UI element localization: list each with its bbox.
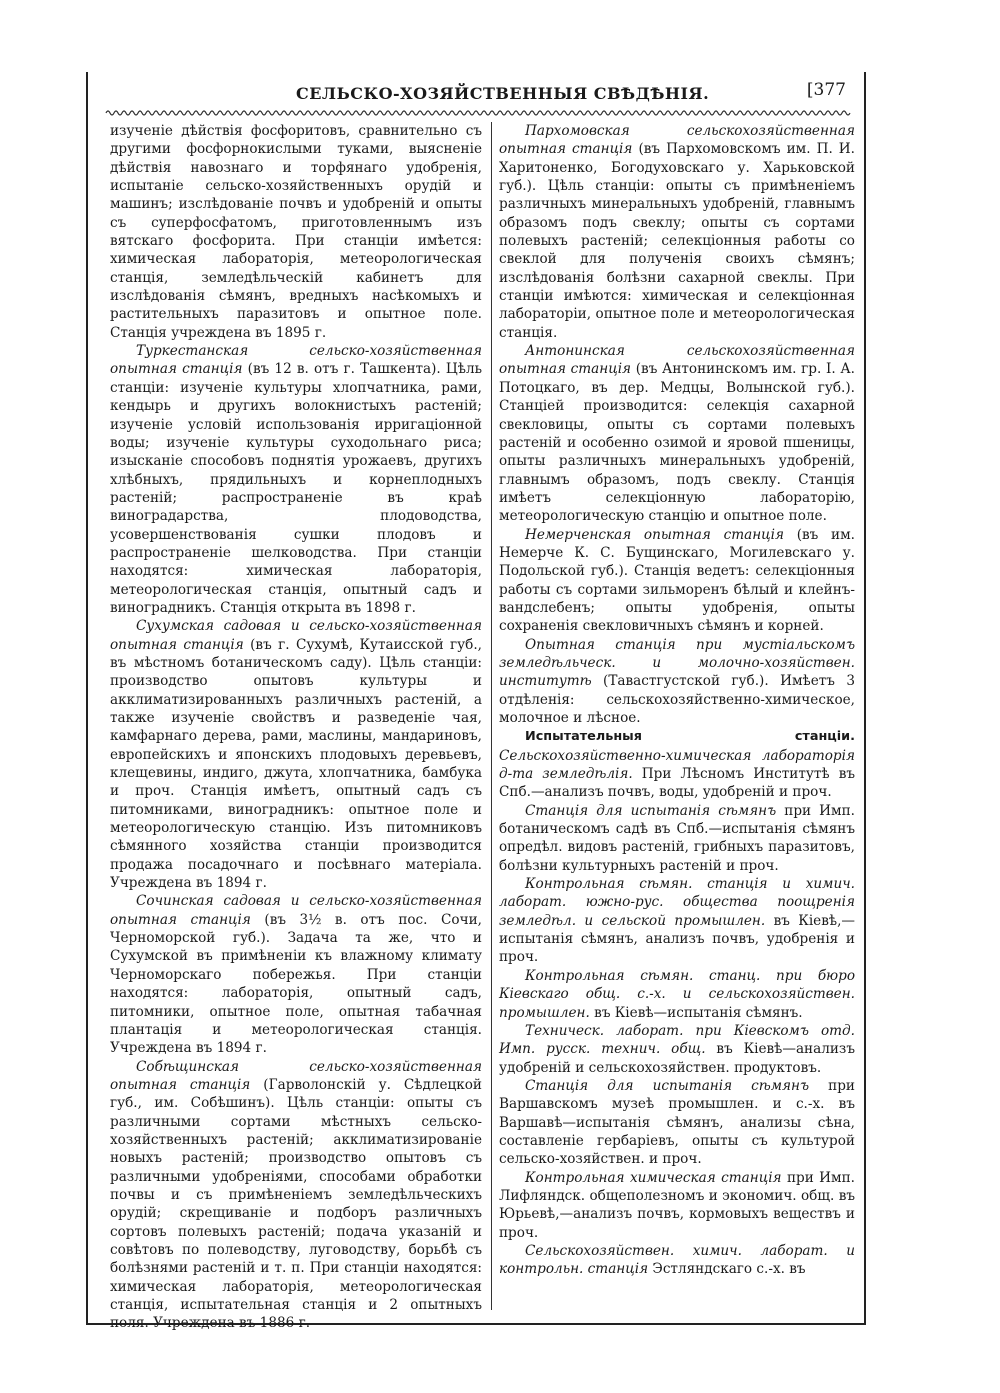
entry-heading: Станція для испытанія сѣмянъ [525, 1077, 810, 1094]
entry-heading: Сочинская садовая и сельско-хозяйственная опытная станція [110, 893, 482, 928]
entry-heading: Немерченская опытная станція [525, 526, 784, 543]
paragraph: Станція для испытанія сѣмянъ при Имп. ботаническомъ садѣ въ Спб.—испытанія сѣмянъ опредѣл. видовъ растеній, грибныхъ паразитовъ, болѣзни культурныхъ растеній и проч. [499, 802, 855, 874]
paragraph: Сочинская садовая и сельско-хозяйственная опытная станція (въ 3½ в. отъ пос. Сочи, Черноморской губ.). Задача та же, что и Сухумской въ примѣненіи къ влажному климату Черноморскаго побережья. При станціи находятся: лабораторія, опытный садъ, питомники, опытное поле, опытная табачная плантація и метеорологическая станція. Учреждена въ 1894 г. [110, 893, 482, 1057]
entry-heading: Сельскохозяйствен. химич. лаборат. и контрольн. станція [499, 1242, 855, 1278]
wavy-rule [106, 109, 850, 117]
left-column [110, 122, 482, 1332]
entry-heading: Антонинская сельскохозяйственная опытная станція [499, 343, 855, 378]
paragraph: Контрольная сѣмян. станція и химич. лаборат. южно-рус. общества поощренія земледѣл. и сельской промышлен. въ Кіевѣ,—испытанія сѣмянъ, анализъ почвъ, удобренія и проч. [499, 876, 855, 966]
paragraph: Испытательныя станціи. Сельскохозяйственно-химическая лабораторія д-та земледѣлія. При Лѣсномъ Институтѣ въ Спб.—анализъ почвъ, воды, удобреній и проч. [499, 729, 856, 801]
entry-heading: Контрольная химическая станція [525, 1169, 782, 1186]
entry-heading: Сельскохозяйственно-химическая лабораторія д-та земледѣлія. [499, 747, 855, 783]
entry-heading: Техническ. лаборат. при Кіевскомъ отд. Имп. русск. технич. общ. [499, 1022, 855, 1058]
entry-heading: Пархомовская сельскохозяйственная опытная станція [499, 123, 855, 158]
paragraph: Станція для испытанія сѣмянъ при Варшавскомъ музеѣ промышлен. и с.-х. въ Варшавѣ—испытанія сѣмянъ, анализы сѣна, составленіе гербаріевъ, опыты съ культурой сельско-хозяйствен. и проч. [499, 1077, 855, 1168]
entry-heading: Опытная станція при мустіальскомъ земледѣльческ. и молочно-хозяйствен. институтѣ [499, 636, 855, 690]
page-title: СЕЛЬСКО-ХОЗЯЙСТВЕННЫЯ СВѢДѢНІЯ. [296, 84, 710, 103]
paragraph: Техническ. лаборат. при Кіевскомъ отд. Имп. русск. технич. общ. въ Кіевѣ—анализъ удобреній и сельскохозяйствен. продуктовъ. [499, 1022, 855, 1076]
page-header [88, 72, 864, 112]
page-number: [377 [806, 80, 846, 100]
entry-heading: Собѣщинская сельско-хозяйственная опытная станція [110, 1058, 482, 1093]
entry-heading: Туркестанская сельско-хозяйственная опытная станція [110, 343, 482, 378]
paragraph: Туркестанская сельско-хозяйственная опытная станція (въ 12 в. отъ г. Ташкента). Цѣль станціи: изученіе культуры хлопчатника, рами, кендырь и другихъ волокнистыхъ растеній; изученіе условій использованія ирригаціонной воды; изученіе культуры суходольнаго риса; изысканіе способовъ поднятія урожаевъ, другихъ хлѣбныхъ, прядильныхъ и корнеплодныхъ растеній; распространеніе въ краѣ виноградарства, плодоводства, усовершенствованія сушки плодовъ и распространеніе шелководства. При станціи находятся: химическая лабораторія, метеорологическая станція, опытный садъ и виноградникъ. Станція открыта въ 1898 г. [110, 343, 482, 616]
section-heading: Испытательныя станціи. [525, 729, 855, 745]
paragraph: Пархомовская сельскохозяйственная опытная станція (въ Пархомовскомъ им. П. И. Харитоненко, Богодуховскаго у. Харьковской губ.). Цѣль станціи: опыты съ примѣненіемъ различныхъ минеральныхъ удобреній, главнымъ образомъ подъ свеклу; опыты съ сортами полевыхъ растеній; селекціонныя работы со свеклой для полученія своихъ сѣмянъ; изслѣдованія болѣзни сахарной свеклы. При станціи имѣются: химическая и селекціонная лабораторіи, опытное поле и метеорологическая станція. [499, 123, 855, 341]
paragraph: Антонинская сельскохозяйственная опытная станція (въ Антонинскомъ им. гр. І. А. Потоцкаго, въ дер. Медцы, Волынской губ.). Станціей производится: селекція сахарной свекловицы, опыты съ сортами полевыхъ растеній и особенно озимой и яровой пшеницы, опыты различныхъ минеральныхъ удобреній, главнымъ образомъ, подъ свеклу. Станція имѣетъ селекціонную лабораторію, метеорологическую станцію и опытное поле. [499, 343, 855, 525]
page-frame [86, 72, 866, 1332]
paragraph: Сухумская садовая и сельско-хозяйственная опытная станція (въ г. Сухумѣ, Кутаисской губ., въ мѣстномъ ботаническомъ саду). Цѣль станціи: производство опытовъ культуры и акклиматизированныхъ различныхъ растеній, а также изученіе свойствъ и разведеніе чая, камфарнаго дерева, рами, маслины, мандариновъ, европейскихъ и японскихъ плодовыхъ деревьевъ, клещевины, индиго, джута, хлопчатника, бамбука и проч. Станція имѣетъ, опытный садъ съ питомниками, виноградникъ: опытное поле и метеорологическую станцію. Изъ питомниковъ сѣмянного хозяйства станціи производится продажа посадочнаго и посѣвнаго матеріала. Учреждена въ 1894 г. [110, 618, 482, 892]
paragraph: Сельскохозяйствен. химич. лаборат. и контрольн. станція Эстляндскаго с.-х. въ [499, 1242, 855, 1278]
paragraph: Контрольная сѣмян. станц. при бюро Кіевскаго общ. с.-х. и сельскохозяйствен. промышлен. въ Кіевѣ—испытанія сѣмянъ. [499, 967, 855, 1021]
paragraph: Собѣщинская сельско-хозяйственная опытная станція (Гарволонскій у. Сѣдлецкой губ., им. Собѣшинъ). Цѣль станціи: опыты съ различными сортами мѣстныхъ сельско-хозяйственныхъ растеній; акклиматизированіе новыхъ растеній; производство опытовъ съ различными удобреніями, способами обработки почвы и съ примѣненіемъ земледѣльческихъ орудій; скрещиваніе и подборъ различныхъ сортовъ полевыхъ растеній; подача указаній и совѣтовъ по полеводству, луговодству, борьбѣ съ болѣзнями растеній и т. п. При станціи находятся: химическая лабораторія, метеорологическая станція, испытательная станція и 2 опытныхъ поля. Учреждена въ 1886 г. [110, 1058, 482, 1332]
paragraph: изученіе дѣйствія фосфоритовъ, сравнительно съ другими фосфорнокислыми туками, выясненіе дѣйствія навознаго и торфянаго удобренія, испытаніе сельско-хозяйственныхъ орудій и машинъ; изслѣдованіе почвъ и удобреній и опыты съ суперфосфатомъ, приготовленнымъ изъ вятскаго фосфорита. При станціи имѣется: химическая лабораторія, метеорологическая станція, земледѣльческій кабинетъ для изслѣдованія сѣмянъ, вредныхъ насѣкомыхъ и растительныхъ паразитовъ и опытное поле. Станція учреждена въ 1895 г. [110, 123, 482, 341]
entry-heading: Контрольная сѣмян. станція и химич. лаборат. южно-рус. общества поощренія земледѣл. и сельской промышлен. [499, 876, 855, 929]
entry-heading: Контрольная сѣмян. станц. при бюро Кіевскаго общ. с.-х. и сельскохозяйствен. промышлен. [499, 967, 855, 1021]
column-divider [491, 122, 492, 1310]
paragraph: Опытная станція при мустіальскомъ земледѣльческ. и молочно-хозяйствен. институтѣ (Тавастгустской губ.). Имѣетъ 3 отдѣленія: сельскохозяйственно-химическое, молочное и лѣсное. [499, 636, 855, 726]
entry-heading: Станція для испытанія сѣмянъ [525, 802, 777, 819]
right-column [499, 122, 855, 1310]
paragraph: Немерченская опытная станція (въ им. Немерче К. С. Бущинскаго, Могилевскаго у. Подольской губ.). Станція ведетъ: селекціонныя работы съ сортами зильморенъ бѣлый и клейнъ-вандслебенъ; опыты удобренія, опыты сохраненія свекловичныхъ сѣмянъ и корней. [499, 526, 855, 635]
entry-heading: Сухумская садовая и сельско-хозяйственная опытная станція [110, 618, 482, 653]
paragraph: Контрольная химическая станція при Имп. Лифляндск. общеполезномъ и экономич. общ. въ Юрьевѣ,—анализъ почвъ, кормовыхъ веществъ и проч. [499, 1169, 855, 1241]
